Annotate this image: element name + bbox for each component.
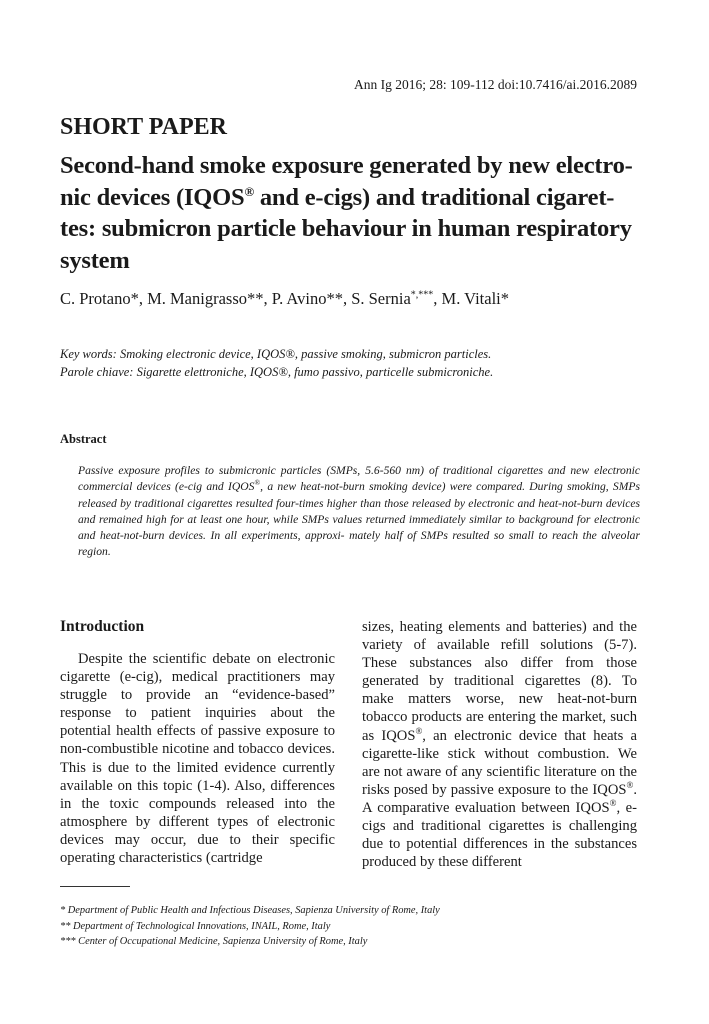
title-registered-mark: ® <box>244 183 254 199</box>
introduction-heading: Introduction <box>60 618 145 635</box>
intro-paragraph-left: Despite the scientific debate on electronic cigarette (e-cig), medical practitioners may struggle to provide an “evidence-based” response to patient inquiries about the potential health effects of passive exposure to non-combustible nicotine and tobacco devices. This is due to the limited evidence currently available on this topic (1-4). Also, differences in the toxic compounds released into the atmosphere by different types of electronic devices may occur, due to their specific operating characteristics (cartridge <box>60 651 335 867</box>
journal-citation: Ann Ig 2016; 28: 109-112 doi:10.7416/ai.2016.2089 <box>354 77 637 92</box>
right-reg-3: ® <box>609 798 617 809</box>
footnote-divider <box>60 886 130 887</box>
keywords-block <box>60 345 493 381</box>
right-part-3: . A comparative evaluation between IQOS <box>362 781 637 816</box>
abstract-heading: Abstract <box>60 432 107 446</box>
author-list <box>60 289 509 309</box>
paper-title <box>60 150 650 276</box>
intro-paragraph-right <box>362 618 637 871</box>
keywords-english: Key words: Smoking electronic device, IQOS®, passive smoking, submicron particles. <box>60 347 492 361</box>
body-column-left <box>60 650 335 867</box>
authors-superscript: *,*** <box>410 289 434 301</box>
right-part-4: , e-cigs and traditional cigarettes is challenging due to potential differences in the substances produced by these different <box>362 799 637 871</box>
right-part-1: sizes, heating elements and batteries) and the variety of available refill solutions (5-7). These substances also differ from those generated by traditional cigarettes (8). To make matters worse, new heat-not-burn tobacco products are entering the market, such as IQOS <box>362 619 637 744</box>
right-part-2: , an electronic device that heats a cigarette-like stick without combustion. We are not aware of any scientific literature on the risks posed by passive exposure to the IQOS <box>362 727 637 798</box>
authors-part-1: C. Protano*, M. Manigrasso**, P. Avino**, S. Sernia <box>60 289 411 308</box>
right-reg-2: ® <box>626 779 634 790</box>
abstract-registered-mark: ® <box>254 478 261 488</box>
section-label: SHORT PAPER <box>60 114 227 140</box>
right-reg-1: ® <box>415 725 423 736</box>
footnote-item: *** Center of Occupational Medicine, Sapienza University of Rome, Italy <box>60 936 368 947</box>
footnote-item: * Department of Public Health and Infectious Diseases, Sapienza University of Rome, Italy <box>60 905 440 916</box>
body-column-right <box>362 618 637 871</box>
abstract-part-1: Passive exposure profiles to submicronic particles (SMPs, 5.6-560 nm) of traditional cigarettes and new electronic commercial devices (e-cig and IQOS <box>78 464 640 494</box>
title-part-1: Second-hand smoke exposure generated by new electro- nic devices (IQOS <box>60 152 633 211</box>
abstract-text <box>78 463 640 561</box>
authors-part-2: , M. Vitali* <box>433 289 510 308</box>
title-part-2: and e-cigs) and traditional cigaret- tes: submicron particle behaviour in human respiratory system <box>60 183 632 274</box>
affiliation-footnotes <box>60 903 440 950</box>
footnote-item: ** Department of Technological Innovations, INAIL, Rome, Italy <box>60 920 331 932</box>
abstract-part-2: , a new heat-not-burn smoking device) were compared. During smoking, SMPs released by traditional cigarettes resulted four-times higher than those released by electronic and heat-not-burn devices and remained high for at least one hour, while SMPs values returned immediately similar to background for electronic and heat-not-burn devices. In all experiments, approxi- mately half of SMPs resulted so small to reach the alveolar region. <box>78 480 640 559</box>
keywords-italian: Parole chiave: Sigarette elettroniche, IQOS®, fumo passivo, particelle submicroniche. <box>60 365 494 379</box>
